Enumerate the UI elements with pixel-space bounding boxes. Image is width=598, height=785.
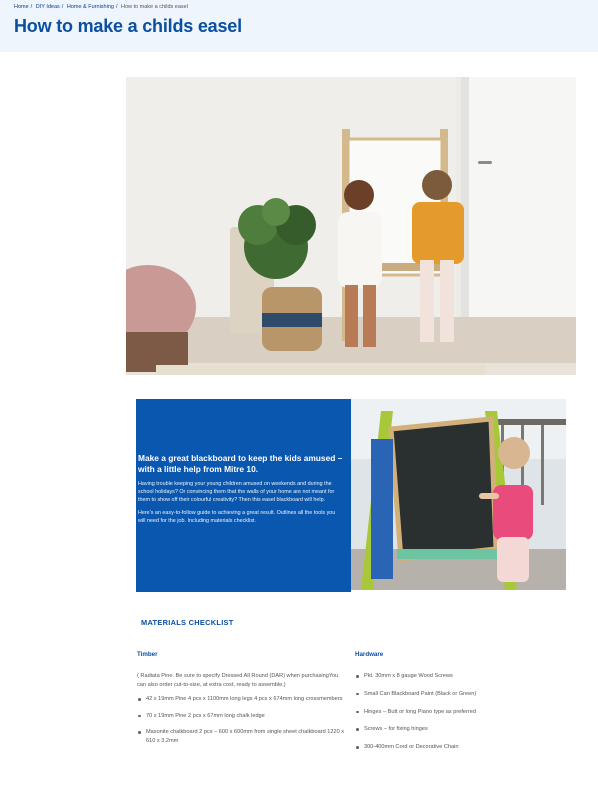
timber-section xyxy=(137,672,347,754)
list-item: Hinges – Butt or long Piano type as preferred xyxy=(355,708,565,717)
list-item: Small Can Blackboard Paint (Black or Green) xyxy=(355,690,565,699)
intro-panel xyxy=(136,399,351,592)
materials-checklist-title: MATERIALS CHECKLIST xyxy=(141,618,234,627)
breadcrumb-home-furnishing[interactable]: Home & Furnishing xyxy=(66,4,114,10)
list-item: Screws – for fixing hinges xyxy=(355,725,565,734)
hero-image-children-easel xyxy=(126,77,576,375)
breadcrumb-home[interactable]: Home xyxy=(14,4,29,10)
page-title: How to make a childs easel xyxy=(14,16,242,36)
list-item: 70 x 19mm Pine 2 pcs x 67mm long chalk ledge xyxy=(137,712,347,721)
timber-note: ( Radiata Pine. Be sure to specify Dressed All Round (DAR) when purchasingYou can also order cut-to-size, at extra cost, ready to assemble.) xyxy=(137,673,339,688)
intro-paragraph-1: Having trouble keeping your young children amused on weekends and during the school holidays? Or convincing them that the walls of your home are not meant for them to show off their colourful creativity? Then this easel blackboard will help. xyxy=(138,481,335,503)
list-item: 42 x 19mm Pine 4 pcs x 1100mm long legs 4 pcs x 674mm long crossmembers xyxy=(137,695,347,704)
breadcrumb: Home / DIY Ideas / Home & Furnishing / How to make a childs easel xyxy=(14,4,188,10)
hardware-title: Hardware xyxy=(355,651,384,658)
child-chalkboard-image xyxy=(351,399,566,590)
intro-heading: Make a great blackboard to keep the kids amused – with a little help from Mitre 10. xyxy=(138,453,343,474)
breadcrumb-diy-ideas[interactable]: DIY Ideas xyxy=(35,4,60,10)
breadcrumb-current: How to make a childs easel xyxy=(121,4,188,10)
list-item: Masonite chalkboard 2 pcs – 600 x 600mm from single sheet chalkboard 1220 x 610 x 3.2mm xyxy=(137,728,347,745)
list-item: 300-400mm Cord or Decorative Chain xyxy=(355,743,565,752)
list-item: Pkt. 30mm x 8 gauge Wood Screws xyxy=(355,672,565,681)
page-header xyxy=(0,0,598,52)
timber-title: Timber xyxy=(137,651,158,658)
hardware-section xyxy=(355,672,565,761)
timber-list xyxy=(137,695,347,745)
intro-paragraph-2: Here's an easy-to-follow guide to achieving a great result. Outlines all the tools you will need for the job. Including materials checklist. xyxy=(138,510,336,524)
hardware-list xyxy=(355,672,565,752)
